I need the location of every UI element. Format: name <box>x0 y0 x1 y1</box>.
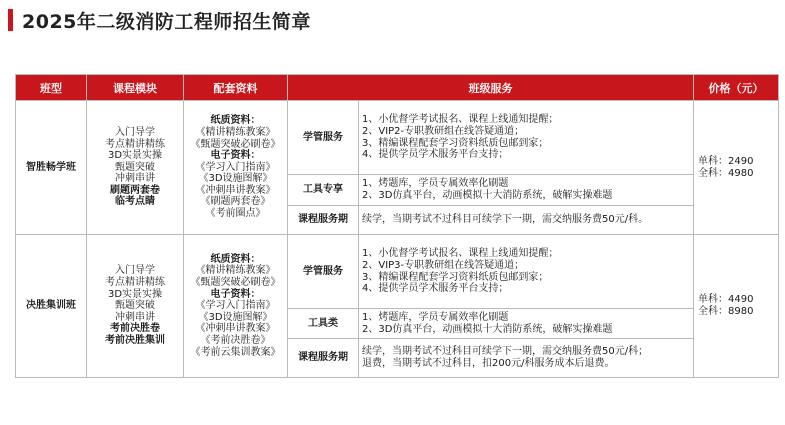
service-line: 2、VIP2-专职教研组在线答疑通道； <box>362 125 525 137</box>
header-materials: 配套资料 <box>184 75 288 101</box>
header-class-type: 班型 <box>16 75 87 101</box>
course-modules-cell <box>87 101 184 235</box>
module-item: 3D实景实操 <box>107 150 163 162</box>
module-item: 甄题突破 <box>115 161 155 173</box>
service-line: 2、3D仿真平台，动画模拟十大消防系统，破解实操难题 <box>362 190 613 201</box>
price-cell <box>694 101 779 235</box>
service-name-cell: 学管服务 <box>288 235 359 309</box>
service-content-cell <box>359 235 694 309</box>
service-content-cell <box>359 206 694 235</box>
page-title: 2025年二级消防工程师招生简章 <box>22 10 311 33</box>
material-heading: 纸质资料： <box>210 253 261 265</box>
materials-cell <box>184 235 288 378</box>
material-heading: 纸质资料： <box>210 115 261 127</box>
price-single-subject: 单科：4490 <box>698 294 754 306</box>
material-item: 《考前圈点》 <box>205 208 266 220</box>
header-course-modules: 课程模块 <box>87 75 184 101</box>
header-class-services: 班级服务 <box>288 75 694 101</box>
service-line: 4、提供学员学术服务平台支持； <box>362 149 509 161</box>
module-item: 入门导学 <box>115 265 155 277</box>
page-header <box>8 9 311 31</box>
service-name-cell: 工具专享 <box>288 175 359 206</box>
module-item: 考点精讲精练 <box>105 277 165 289</box>
service-content-cell <box>359 309 694 339</box>
module-item: 入门导学 <box>115 126 155 138</box>
material-item: 《考前决胜卷》 <box>200 334 271 346</box>
module-item: 刷题两套卷 <box>110 184 160 196</box>
service-line: 1、小优督学考试报名、课程上线通知提醒； <box>362 248 559 260</box>
module-item: 冲刺串讲 <box>115 311 155 323</box>
service-line: 续学，当期考试不过科目可续学下一期，需交纳服务费50元/科。 <box>362 214 649 226</box>
material-item: 《刷题两套卷》 <box>200 196 271 208</box>
service-line: 1、小优督学考试报名、课程上线通知提醒； <box>362 114 559 126</box>
module-item: 考前决胜卷 <box>110 323 160 335</box>
materials-cell <box>184 101 288 235</box>
material-item: 《冲刺串讲教案》 <box>195 184 276 196</box>
service-content-cell <box>359 101 694 175</box>
service-line: 1、烤题库，学员专属效率化刷题 <box>362 311 509 323</box>
price-all-subjects: 全科：8980 <box>698 306 754 317</box>
module-item: 考前决胜集训 <box>105 334 165 346</box>
enrollment-table <box>15 74 779 378</box>
service-name-cell: 课程服务期 <box>288 339 359 378</box>
material-item: 《精讲精练教案》 <box>195 126 276 138</box>
service-line: 3、精编课程配套学习资料纸质包邮到家； <box>362 137 549 149</box>
service-content-cell <box>359 175 694 206</box>
material-item: 《学习入门指南》 <box>195 300 276 312</box>
module-item: 临考点睛 <box>115 196 155 208</box>
class-name-cell: 智胜畅学班 <box>16 101 87 235</box>
module-item: 考点精讲精练 <box>105 138 165 150</box>
price-cell <box>694 235 779 378</box>
service-line: 2、3D仿真平台，动画模拟十大消防系统，破解实操难题 <box>362 323 613 335</box>
service-line: 4、提供学员学术服务平台支持； <box>362 283 509 295</box>
material-item: 《冲刺串讲教案》 <box>195 323 276 335</box>
service-name-cell: 学管服务 <box>288 101 359 175</box>
material-item: 《考前云集训教案》 <box>190 346 281 358</box>
class-name-cell: 决胜集训班 <box>16 235 87 378</box>
course-modules-cell <box>87 235 184 378</box>
price-all-subjects: 全科：4980 <box>698 167 754 179</box>
header-price: 价格（元） <box>694 75 779 101</box>
service-name-cell: 课程服务期 <box>288 206 359 235</box>
service-line: 3、精编课程配套学习资料纸质包邮到家； <box>362 271 549 283</box>
service-line: 续学，当期考试不过科目可续学下一期，需交纳服务费50元/科； <box>362 346 649 358</box>
service-line: 退费，当期考试不过科目，扣200元/科服务成本后退费。 <box>362 358 615 369</box>
material-item: 《精讲精练教案》 <box>195 265 276 277</box>
price-single-subject: 单科：2490 <box>698 155 754 167</box>
material-item: 《学习入门指南》 <box>195 161 276 173</box>
service-line: 2、VIP3-专职教研组在线答疑通道； <box>362 259 525 271</box>
service-line: 1、烤题库，学员专属效率化刷题 <box>362 178 509 190</box>
material-item: 《甄题突破必刷卷》 <box>190 277 281 289</box>
module-item: 甄题突破 <box>115 300 155 312</box>
title-accent-bar <box>8 9 13 31</box>
material-heading: 电子资料： <box>210 288 261 300</box>
table-row <box>16 235 779 309</box>
material-item: 《3D设施图解》 <box>198 311 273 323</box>
module-item: 冲刺串讲 <box>115 173 155 185</box>
service-name-cell: 工具类 <box>288 309 359 339</box>
table-header-row <box>16 75 779 101</box>
module-item: 3D实景实操 <box>107 288 163 300</box>
material-item: 《甄题突破必刷卷》 <box>190 138 281 150</box>
material-item: 《3D设施图解》 <box>198 173 273 185</box>
table-row <box>16 101 779 175</box>
material-heading: 电子资料： <box>210 150 261 162</box>
service-content-cell <box>359 339 694 378</box>
